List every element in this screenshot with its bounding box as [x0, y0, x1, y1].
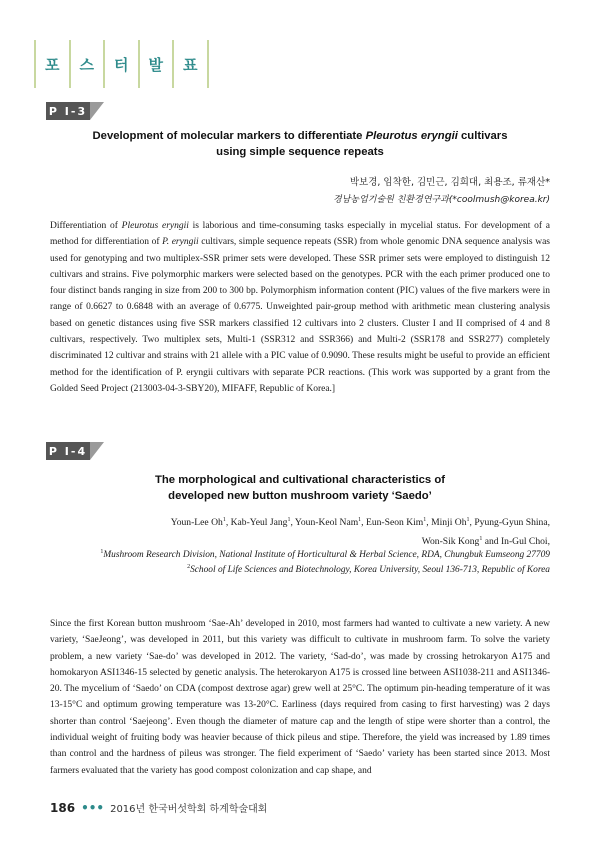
abstract-text: is laborious and time-consuming tasks especially in mycelial status. For development of a method for differentiation of [50, 221, 550, 248]
banner-char: 스 [69, 40, 104, 88]
tag-label: P I-3 [46, 102, 90, 120]
author-name: Youn-Lee Oh [170, 517, 223, 529]
author-sup: 1 [423, 517, 427, 523]
author-sup: 1 [466, 517, 470, 523]
authors-line-1 [110, 512, 550, 531]
abstract-italic: Pleurotus eryngii [121, 221, 189, 231]
title-text: Development of molecular markers to differentiate [92, 130, 366, 142]
abstract-text: cultivars, simple sequence repeats (SSR) from whole genomic DNA sequence analysis was used for genotyping and two multiplex-SSR primer sets were developed. These SSR primer sets were employed to distinguish 12 cultivars and strains. Five polymorphic markers were selected based on the genotypes. PCR with the each primer produced one to four distinct bands ranging in size from 200 to 300 bp. Polymorphism information content (PIC) values of the five markers were in range of 0.6627 to 0.6848 with an average of 0.6775. Unweighted pair-group method with arithmetic mean clustering analysis based on genetic distances using five SSR markers classified 12 cultivars into 2 clusters. Cluster I and II comprised of 4 and 8 cultivars, respectively. Two multiplex sets, Multi-1 (SSR312 and SSR366) and Multi-2 (SSR178 and SSR277) completely discriminated 12 cultivar and strains with 21 allele with a PIC value of 0.9090. These results might be useful to provide an efficient method for the identification of P. eryngii cultivars with separate PCR reactions. (This work was supported by a grant from the Golded Seed Project (213003-04-3-SBY20), MIFAFF, Republic of Korea.] [50, 237, 550, 394]
conference-name: 2016년 한국버섯학회 하계학술대회 [110, 804, 268, 815]
tag-slant-shape [90, 102, 104, 120]
abstract-1 [50, 218, 550, 397]
title-text: using simple sequence repeats [216, 146, 384, 158]
abstract-text: Differentiation of [50, 221, 122, 231]
affil-sup: 2 [187, 564, 191, 570]
banner-char: 터 [103, 40, 138, 88]
affil-text: Mushroom Research Division, National Institute of Horticultural & Herbal Science, RDA, Chungbuk Eumseong 27709 [103, 550, 550, 561]
paper-title-1 [50, 128, 550, 160]
title-text: The morphological and cultivational characteristics of [154, 474, 446, 486]
page-number: 186 [50, 800, 76, 815]
author-sup: 1 [287, 517, 291, 523]
title-text: cultivars [457, 130, 508, 142]
author-name: Won-Sik Kong [421, 536, 480, 548]
paper-title-2 [50, 472, 550, 504]
affil-sup: 1 [100, 549, 104, 555]
title-text: developed new button mushroom variety ‘Saedo’ [168, 490, 432, 502]
page-footer [50, 800, 267, 815]
section-tag-pi3 [46, 102, 104, 120]
section-banner [34, 40, 209, 88]
footer-dots: ••• [81, 800, 105, 815]
author-sup: 1 [358, 517, 362, 523]
affiliation-korean: 경남농업기술원 친환경연구과(*coolmush@korea.kr) [333, 195, 550, 205]
author-sup: 1 [479, 536, 483, 543]
banner-char: 표 [172, 40, 209, 88]
author-name: , Eun-Seon Kim [361, 517, 424, 529]
banner-char: 발 [138, 40, 173, 88]
affiliation-2 [58, 560, 550, 578]
section-tag-pi4 [46, 442, 104, 460]
author-name: , Minji Oh [426, 517, 467, 529]
author-name: and In-Gul Choi, [482, 536, 550, 548]
author-sup: 1 [222, 517, 226, 523]
affil-text: School of Life Sciences and Biotechnology, Korea University, Seoul 136-713, Republic of Korea [190, 565, 550, 576]
tag-label: P I-4 [46, 442, 90, 460]
author-name: , Kab-Yeul Jang [225, 517, 288, 529]
tag-slant-shape [90, 442, 104, 460]
abstract-2: Since the first Korean button mushroom ‘Sae-Ah’ developed in 2010, most farmers had wanted to cultivate a new variety. A new variety, ‘SaeJeong’, was developed in 2011, but this variety was difficult to cultivate in mushroom farm. To solve the variety problem, a new variety ‘Sae-do’ was developed in 2012. The variety, ‘Sad-do’, was made by crossing hetrokaryon A175 and homokaryon ASI1346-15 selected by genetic analysis. The heterokaryon A175 is crossed line between ASI1038-211 and ASI1346-20. The mycelium of ‘Saedo’ on CDA (compost dextrose agar) grew well at 25°C. The optimum pin-heading temperature of it was 13-15°C and optimum growing temperature was 13-20°C. Earliness (days required from casing to first harvesting) was 2 days shorter than control ‘Saejeong’. Even though the diameter of mature cap and the length of stipe were shorter than a control, the individual weight of fruiting body was heavier because of thick pileus and stipe. Therefore, the yield was increased by 1.89 times than control and the hardness of pileus was stronger. The field experiment of ‘Saedo’ variety has been started since 2013. Most farmers evaluated that the variety has good compost colonization and cap shape, and [50, 619, 550, 776]
banner-char: 포 [34, 40, 69, 88]
title-italic: Pleurotus eryngii [365, 130, 458, 142]
abstract-italic: P. eryngii [162, 237, 199, 248]
author-name: , Youn-Keol Nam [290, 517, 359, 529]
authors-korean: 박보경, 임착한, 김민근, 김희대, 최용조, 류재산* [349, 177, 550, 188]
author-name: , Pyung-Gyun Shina, [469, 517, 550, 529]
